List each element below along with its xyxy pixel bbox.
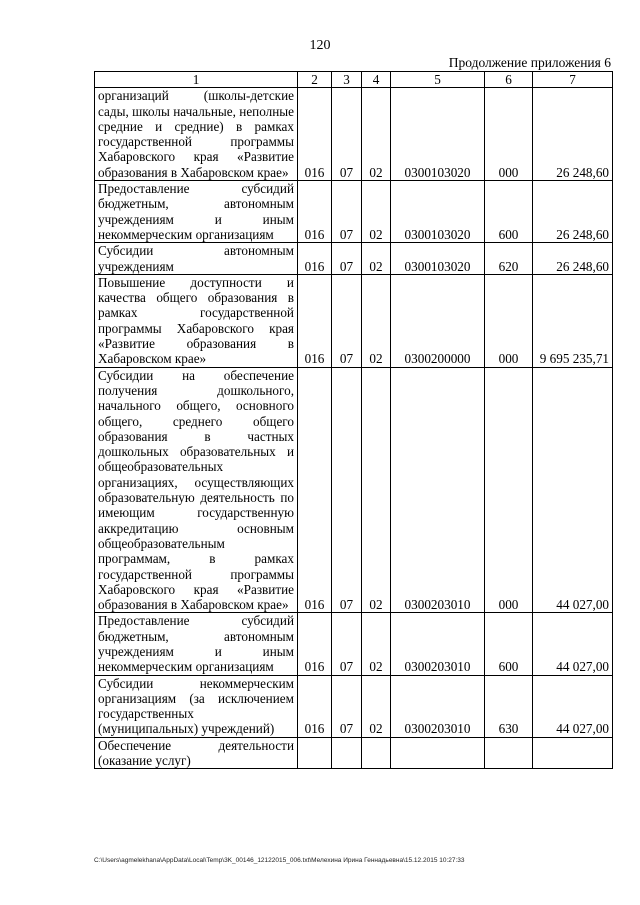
continuation-label: Продолжение приложения 6 <box>448 55 611 70</box>
row-target-cell: 0300200000 <box>391 274 485 367</box>
row-code-cell: 016 <box>298 181 332 243</box>
row-amount-cell: 44 027,00 <box>533 367 613 613</box>
row-name-cell: Субсидии на обеспечение получения дошкольного, начального общего, основного общего, среднего общего образования в частных дошкольных образовательных и общеобразовательных организациях, осуществляющих образовательную деятельность по имеющим государственную аккредитацию основным общеобразовательным программам, в рамках государственной программы Хабаровского края «Развитие образования в Хабаровском крае» <box>95 367 298 613</box>
row-expense-type-cell: 000 <box>485 367 533 613</box>
row-code-cell: 016 <box>298 243 332 275</box>
column-header: 1 <box>95 72 298 88</box>
row-amount-cell <box>533 737 613 769</box>
table-row <box>95 613 613 675</box>
row-name-cell: Предоставление субсидий бюджетным, автономным учреждениям и иным некоммерческим организациям <box>95 181 298 243</box>
row-target-cell: 0300103020 <box>391 88 485 181</box>
row-section-cell: 07 <box>332 88 362 181</box>
row-target-cell: 0300103020 <box>391 181 485 243</box>
row-section-cell: 07 <box>332 274 362 367</box>
column-header: 7 <box>533 72 613 88</box>
row-section-cell: 07 <box>332 675 362 737</box>
row-section-cell: 07 <box>332 613 362 675</box>
budget-table <box>94 71 613 769</box>
row-section-cell <box>332 737 362 769</box>
row-subsection-cell: 02 <box>362 243 391 275</box>
row-amount-cell: 44 027,00 <box>533 613 613 675</box>
row-name-cell: Предоставление субсидий бюджетным, автономным учреждениям и иным некоммерческим организациям <box>95 613 298 675</box>
row-expense-type-cell: 630 <box>485 675 533 737</box>
table-row <box>95 274 613 367</box>
row-expense-type-cell: 000 <box>485 274 533 367</box>
row-subsection-cell: 02 <box>362 88 391 181</box>
row-expense-type-cell: 000 <box>485 88 533 181</box>
row-subsection-cell: 02 <box>362 675 391 737</box>
row-expense-type-cell: 620 <box>485 243 533 275</box>
page-number: 120 <box>309 38 331 53</box>
row-subsection-cell: 02 <box>362 613 391 675</box>
footer-path: C:\Users\agmelekhana\AppData\Local\Temp\3K_00146_12122015_006.txt\Мелехина Ирина Геннадьевна\15.12.2015 10:27:33 <box>94 857 465 864</box>
row-target-cell: 0300203010 <box>391 367 485 613</box>
row-target-cell: 0300103020 <box>391 243 485 275</box>
column-header: 4 <box>362 72 391 88</box>
row-target-cell <box>391 737 485 769</box>
row-amount-cell: 44 027,00 <box>533 675 613 737</box>
row-expense-type-cell <box>485 737 533 769</box>
row-name-cell: Субсидии автономным учреждениям <box>95 243 298 275</box>
row-subsection-cell: 02 <box>362 367 391 613</box>
row-amount-cell: 26 248,60 <box>533 181 613 243</box>
row-target-cell: 0300203010 <box>391 613 485 675</box>
table-row <box>95 367 613 613</box>
table-row <box>95 675 613 737</box>
row-section-cell: 07 <box>332 367 362 613</box>
row-code-cell: 016 <box>298 367 332 613</box>
row-amount-cell: 26 248,60 <box>533 243 613 275</box>
column-header: 2 <box>298 72 332 88</box>
row-code-cell: 016 <box>298 88 332 181</box>
row-section-cell: 07 <box>332 181 362 243</box>
row-subsection-cell: 02 <box>362 274 391 367</box>
row-amount-cell: 26 248,60 <box>533 88 613 181</box>
row-code-cell: 016 <box>298 274 332 367</box>
row-code-cell: 016 <box>298 675 332 737</box>
row-name-cell: организаций (школы-детские сады, школы начальные, неполные средние и средние) в рамках государственной программы Хабаровского края «Развитие образования в Хабаровском крае» <box>95 88 298 181</box>
column-header: 6 <box>485 72 533 88</box>
column-header: 3 <box>332 72 362 88</box>
row-section-cell: 07 <box>332 243 362 275</box>
row-subsection-cell <box>362 737 391 769</box>
table-row <box>95 737 613 769</box>
row-expense-type-cell: 600 <box>485 181 533 243</box>
row-target-cell: 0300203010 <box>391 675 485 737</box>
row-subsection-cell: 02 <box>362 181 391 243</box>
row-expense-type-cell: 600 <box>485 613 533 675</box>
row-name-cell: Субсидии некоммерческим организациям (за исключением государственных (муниципальных) учреждений) <box>95 675 298 737</box>
row-name-cell: Повышение доступности и качества общего образования в рамках государственной программы Хабаровского края «Развитие образования в Хабаровском крае» <box>95 274 298 367</box>
row-amount-cell: 9 695 235,71 <box>533 274 613 367</box>
table-row <box>95 181 613 243</box>
table-header-row <box>95 72 613 88</box>
row-code-cell <box>298 737 332 769</box>
row-name-cell: Обеспечение деятельности (оказание услуг) <box>95 737 298 769</box>
column-header: 5 <box>391 72 485 88</box>
table-row <box>95 88 613 181</box>
table-row <box>95 243 613 275</box>
row-code-cell: 016 <box>298 613 332 675</box>
